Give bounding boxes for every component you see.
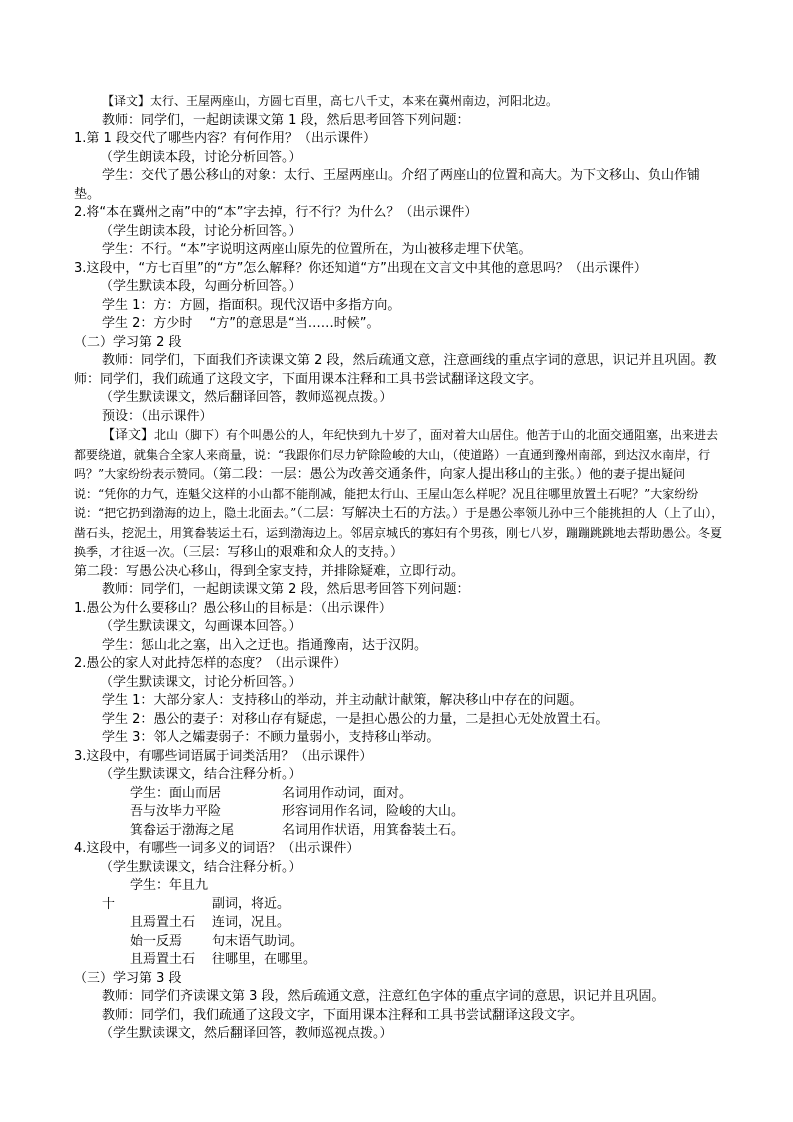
teacher-line: 教师：同学们，一起朗读课文第 1 段，然后思考回答下列问题： (102, 112, 470, 128)
word-meaning-row: 且焉置土石 往哪里，在哪里。 (130, 952, 317, 967)
teacher-line: 教师：同学们齐读课文第 3 段，然后疏通文意，注意红色字体的重点字词的意思，识记并且巩固。 (102, 989, 665, 1004)
student-answer: 学生 2：方少时 “方”的意思是“当……时候”。 (102, 316, 380, 331)
student-note: （学生默读课文，勾画课本回答。） (100, 619, 302, 634)
question-2: 2.愚公的家人对此持怎样的态度？（出示课件） (74, 656, 347, 671)
question-4: 4.这段中，有哪些一词多义的词语？（出示课件） (74, 841, 360, 856)
student-answer: 学生：不行。“本”字说明这两座山原先的位置所在，为山被移走埋下伏笔。 (102, 242, 532, 257)
word-meaning-row: 且焉置土石 连词，况且。 (130, 915, 291, 930)
word-usage-row: 吾与汝毕力平险 形容词用作名词，险峻的大山。 (130, 804, 465, 819)
teacher-line: 教师：同学们，下面我们齐读课文第 2 段，然后疏通文意，注意画线的重点字词的意思，识记并且巩固。教师：同学们，我们疏通了这段文字，下面用课本注释和工具书尝试翻译这段文字。 (74, 353, 717, 387)
translation-para-2: 【译文】北山（脚下）有个叫愚公的人，年纪快到九十岁了，面对着大山居住。他苦于山的北面交通阻塞，出来进去都要绕道，就集合全家人来商量，说：“我跟你们尽力铲除险峻的大山，（使道路）一直通到豫州南部，到达汉水南岸，行吗？”大家纷纷表示赞同。（第二段：一层：愚公为改善交通条件，向家人提出移山的主张。）他的妻子提出疑问说：“凭你的力气，连魁父这样的小山都不能削减，能把太行山、王屋山怎么样呢？况且往哪里放置土石呢？”大家纷纷说：“把它扔到渤海的边上，隐土北面去。”（二层：写解决土石的方法。）于是愚公率领儿孙中三个能挑担的人（上了山），凿石头，挖泥土，用箕畚装运土石，运到渤海边上。邻居京城氏的寡妇有个男孩，刚七八岁，蹦蹦跳跳地去帮助愚公。冬夏换季，才往返一次。（三层：写移山的艰难和众人的支持。） (74, 428, 724, 560)
question-2: 2.将“本在冀州之南”中的“本”字去掉，行不行？为什么？（出示课件） (74, 205, 478, 220)
question-3: 3.这段中，“方七百里”的“方”怎么解释？你还知道“方”出现在文言文中其他的意思吗？（出示课件） (74, 260, 647, 276)
question-1: 1.愚公为什么要移山？愚公移山的目标是：（出示课件） (74, 600, 392, 616)
student-note: （学生朗读本段，讨论分析回答。） (100, 149, 302, 165)
student-note: （学生默读课文，讨论分析回答。） (100, 674, 302, 690)
section-heading-3: （三）学习第 3 段 (74, 970, 182, 986)
student-answer: 学生 3：邻人之孀妻弱子：不顾力量弱小，支持移山举动。 (102, 730, 440, 745)
student-note: （学生默读课文，然后翻译回答，教师巡视点拨。） (100, 1026, 393, 1041)
word-usage-row: 箕畚运于渤海之尾 名词用作状语，用箕畚装土石。 (130, 822, 465, 838)
student-note: （学生默读课文，然后翻译回答，教师巡视点拨。） (100, 390, 393, 405)
student-note: （学生朗读本段，讨论分析回答。） (100, 223, 302, 239)
question-1: 1.第 1 段交代了哪些内容？有何作用？（出示课件） (74, 131, 376, 146)
student-note: （学生默读课文，结合注释分析。） (100, 767, 302, 782)
word-meaning-row: 学生：年且九十 副词，将近。 (102, 878, 291, 912)
question-3: 3.这段中，有哪些词语属于词类活用？（出示课件） (74, 748, 373, 764)
word-usage-row: 学生：面山而居 名词用作动词，面对。 (130, 785, 413, 801)
student-answer: 学生：惩山北之塞，出入之迂也。指通豫南，达于汉阴。 (102, 637, 428, 653)
teacher-line: 教师：同学们，一起朗读课文第 2 段，然后思考回答下列问题： (102, 582, 470, 597)
preset-line: 预设：（出示课件） (102, 408, 213, 424)
student-note: （学生默读本段，勾画分析回答。） (100, 279, 302, 294)
word-meaning-row: 始一反焉 句末语气助词。 (130, 933, 304, 949)
student-answer: 学生：交代了愚公移山的对象：太行、王屋两座山。介绍了两座山的位置和高大。为下文移山、负山作铺垫。 (74, 168, 701, 202)
student-answer: 学生 2：愚公的妻子：对移山存有疑虑，一是担心愚公的力量，二是担心无处放置土石。 (102, 711, 609, 727)
section-summary: 第二段：写愚公决心移山，得到全家支持，并排除疑难，立即行动。 (74, 563, 465, 579)
section-heading-2: （二）学习第 2 段 (74, 334, 182, 350)
student-answer: 学生 1：方：方圆，指面积。现代汉语中多指方向。 (102, 297, 401, 313)
teacher-line: 教师：同学们，我们疏通了这段文字，下面用课本注释和工具书尝试翻译这段文字。 (102, 1007, 584, 1023)
student-note: （学生默读课文，结合注释分析。） (100, 859, 302, 875)
student-answer: 学生 1：大部分家人：支持移山的举动，并主动献计献策，解决移山中存在的问题。 (102, 693, 583, 708)
document-body (74, 92, 724, 1044)
translation-para-1: 【译文】太行、王屋两座山，方圆七百里，高七八千丈，本来在冀州南边，河阳北边。 (102, 94, 559, 108)
